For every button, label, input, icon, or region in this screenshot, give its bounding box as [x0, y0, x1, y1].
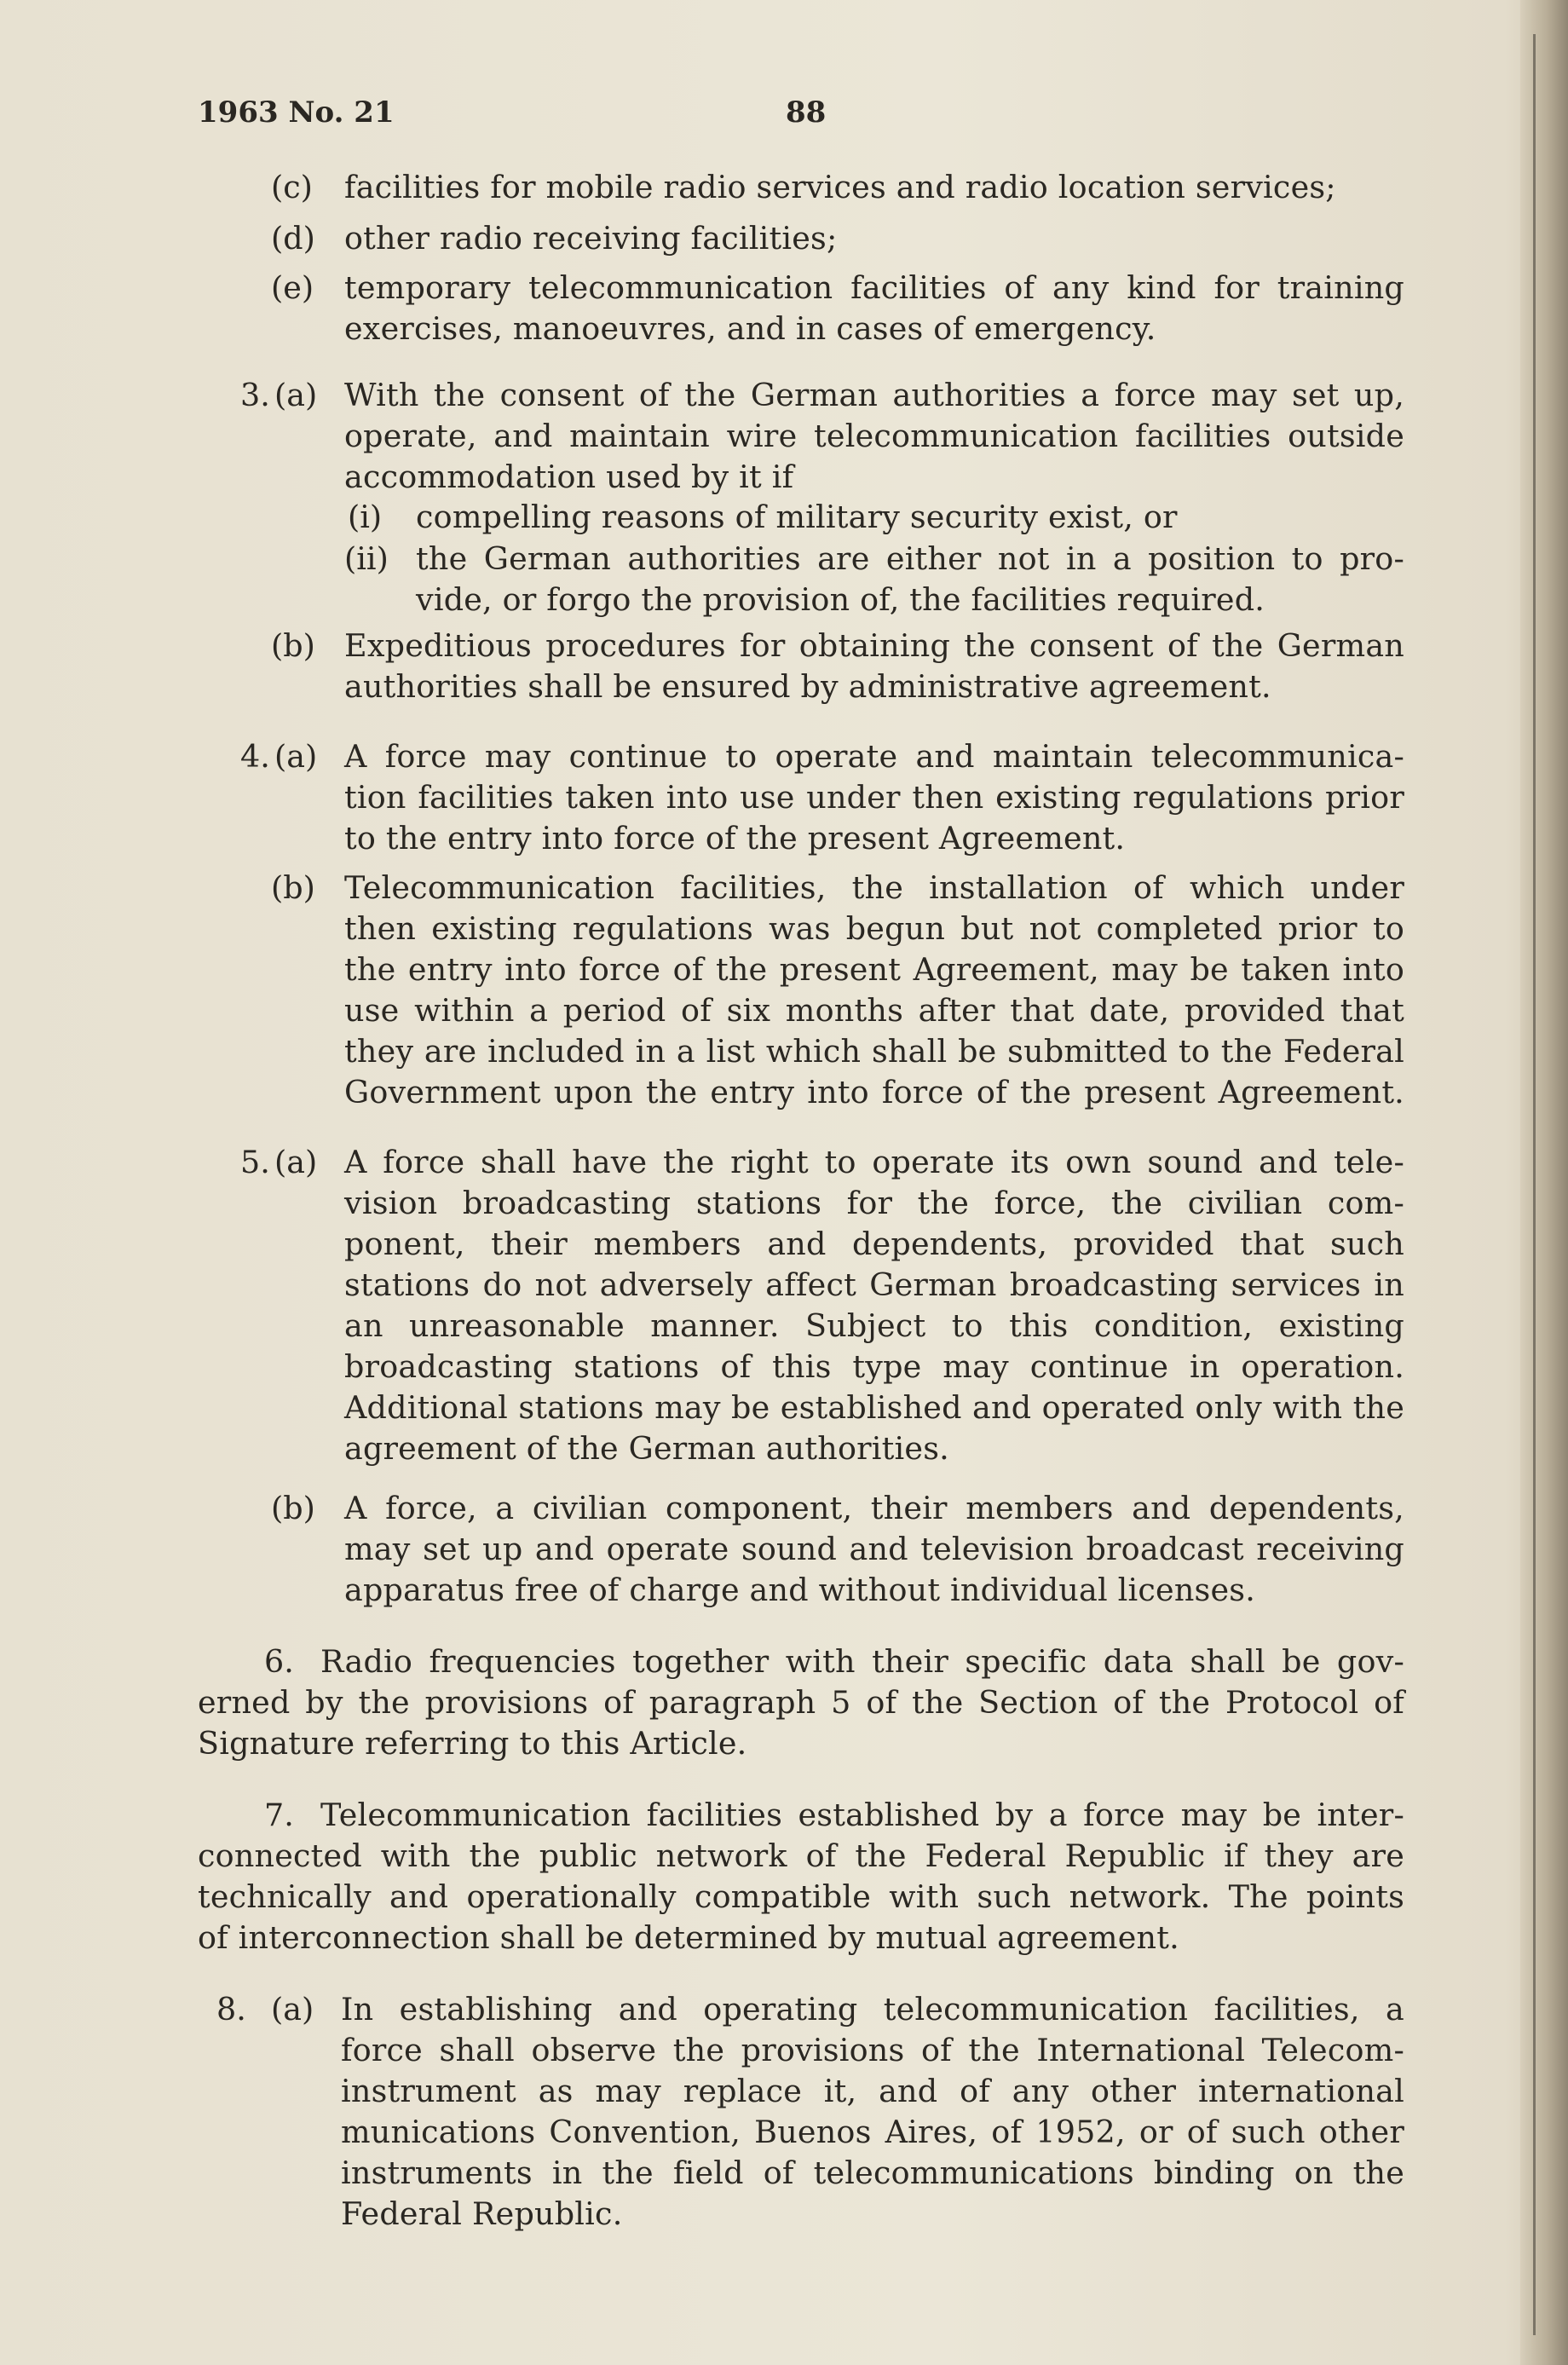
para-4b-line-2: then existing regulations was begun but not completed prior to: [344, 910, 1404, 947]
para-8a-line-5: instruments in the field of telecommunications binding on the: [341, 2154, 1404, 2191]
para-3a-line-2: operate, and maintain wire telecommunication facilities outside: [344, 418, 1404, 454]
para-4b-line-5: they are included in a list which shall be submitted to the Federal: [344, 1033, 1404, 1070]
para-5b-line-1: A force, a civilian component, their members and dependents,: [344, 1490, 1404, 1526]
para-3-label-a: (a): [274, 377, 318, 413]
para-7-line-2: connected with the public network of the Federal Republic if they are: [198, 1837, 1404, 1874]
para-4b-line-3: the entry into force of the present Agreement, may be taken into: [344, 951, 1404, 988]
para-3a-label-ii: (ii): [344, 540, 389, 577]
para-8a-line-6: Federal Republic.: [341, 2195, 623, 2232]
para-4a-line-2: tion facilities taken into use under then existing regulations prior: [344, 779, 1404, 816]
para-7-line-3: technically and operationally compatible with such network. The points: [198, 1878, 1404, 1915]
item-label-d: (d): [271, 220, 315, 257]
para-3a-line-1: With the consent of the German authorities a force may set up,: [344, 377, 1404, 413]
para-8a-line-2: force shall observe the provisions of the International Telecom-: [341, 2032, 1404, 2068]
para-5b-line-3: apparatus free of charge and without individual licenses.: [344, 1572, 1256, 1608]
item-d-line-1: other radio receiving facilities;: [344, 220, 838, 257]
para-5a-line-7: Additional stations may be established and operated only with the: [344, 1389, 1404, 1426]
para-7-number: 7.: [264, 1797, 294, 1833]
item-e-line-1: temporary telecommunication facilities of any kind for training: [344, 269, 1404, 306]
header-page-number: 88: [786, 95, 827, 130]
para-4b-line-4: use within a period of six months after that date, provided that: [344, 992, 1404, 1029]
para-4b-line-6: Government upon the entry into force of the present Agreement.: [344, 1074, 1404, 1110]
para-5a-line-8: agreement of the German authorities.: [344, 1430, 949, 1467]
para-3b-line-2: authorities shall be ensured by administrative agreement.: [344, 668, 1271, 705]
para-4b-line-1: Telecommunication facilities, the installation of which under: [344, 869, 1404, 906]
para-4a-line-3: to the entry into force of the present Agreement.: [344, 820, 1126, 857]
para-3a-line-3: accommodation used by it if: [344, 459, 794, 495]
para-6-line-1: Radio frequencies together with their specific data shall be gov-: [320, 1643, 1404, 1680]
header-year-number: 1963 No. 21: [198, 95, 395, 130]
para-3aii-line-2: vide, or forgo the provision of, the facilities required.: [416, 581, 1265, 618]
para-6-number: 6.: [264, 1643, 294, 1680]
para-3-number: 3.: [240, 377, 270, 413]
para-3-label-b: (b): [271, 627, 315, 664]
para-8a-line-3: instrument as may replace it, and of any other international: [341, 2073, 1404, 2109]
para-3aii-line-1: the German authorities are either not in a position to pro-: [416, 540, 1404, 577]
item-e-line-2: exercises, manoeuvres, and in cases of emergency.: [344, 310, 1156, 347]
para-5-number: 5.: [240, 1144, 270, 1180]
para-5a-line-6: broadcasting stations of this type may continue in operation.: [344, 1348, 1404, 1385]
para-8a-line-4: munications Convention, Buenos Aires, of 1952, or of such other: [341, 2114, 1404, 2150]
para-5-label-a: (a): [274, 1144, 318, 1180]
para-6-line-3: Signature referring to this Article.: [198, 1725, 747, 1762]
para-3ai-line-1: compelling reasons of military security exist, or: [416, 499, 1178, 535]
item-label-c: (c): [271, 169, 313, 205]
para-5b-line-2: may set up and operate sound and television broadcast receiving: [344, 1531, 1404, 1567]
para-4-number: 4.: [240, 738, 270, 775]
para-5a-line-5: an unreasonable manner. Subject to this condition, existing: [344, 1307, 1404, 1344]
para-4a-line-1: A force may continue to operate and maintain telecommunica-: [344, 738, 1404, 775]
binding-shadow-line: [1533, 34, 1536, 2335]
para-4-label-b: (b): [271, 869, 315, 906]
para-6-line-2: erned by the provisions of paragraph 5 of the Section of the Protocol of: [198, 1684, 1404, 1721]
para-8a-line-1: In establishing and operating telecommunication facilities, a: [341, 1991, 1404, 2028]
para-3b-line-1: Expeditious procedures for obtaining the consent of the German: [344, 627, 1404, 664]
para-8-label-a: (a): [271, 1991, 314, 2028]
para-5a-line-3: ponent, their members and dependents, provided that such: [344, 1226, 1404, 1262]
para-5a-line-1: A force shall have the right to operate its own sound and tele-: [344, 1144, 1404, 1180]
page-header: [198, 95, 1408, 138]
para-8-number: 8.: [216, 1991, 246, 2028]
book-binding-edge: [1520, 0, 1568, 2365]
para-4-label-a: (a): [274, 738, 318, 775]
para-7-line-4: of interconnection shall be determined by mutual agreement.: [198, 1919, 1179, 1956]
item-c-line-1: facilities for mobile radio services and radio location services;: [344, 169, 1336, 205]
para-5a-line-4: stations do not adversely affect German broadcasting services in: [344, 1266, 1404, 1303]
para-3a-label-i: (i): [348, 499, 383, 535]
para-7-line-1: Telecommunication facilities established by a force may be inter-: [320, 1797, 1404, 1833]
item-label-e: (e): [271, 269, 314, 306]
para-5a-line-2: vision broadcasting stations for the force, the civilian com-: [344, 1185, 1404, 1221]
para-5-label-b: (b): [271, 1490, 315, 1526]
